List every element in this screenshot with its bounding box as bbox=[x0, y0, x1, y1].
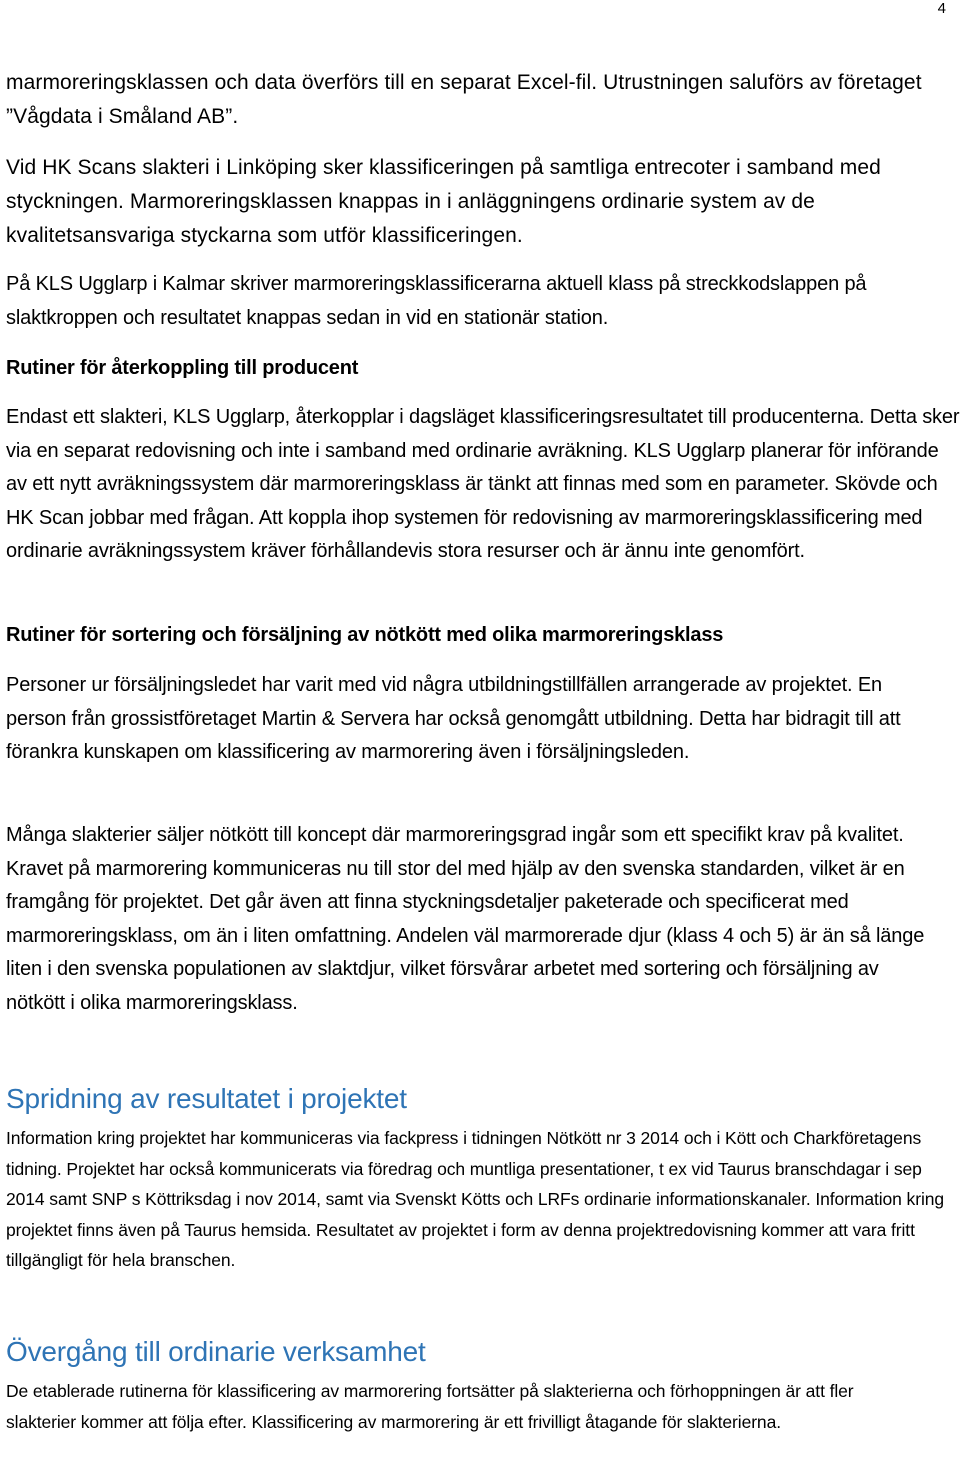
heading-dissemination: Spridning av resultatet i projektet bbox=[6, 1083, 407, 1114]
page-number: 4 bbox=[937, 0, 946, 17]
paragraph-feedback: Endast ett slakteri, KLS Ugglarp, återkopplar i dagsläget klassificeringsresultatet till producenterna. Detta sker via en separat redovisning och inte i samband med ordinarie avräkning. KLS Ugglarp planerar för införande av ett nytt avräkningssystem där marmoreringsklass är tänkt att finnas med som en parameter. Skövde och HK Scan jobbar med frågan. Att koppla ihop systemen för redovisning av marmoreringsklassificering med ordinarie avräkningssystem kräver förhållandevis stora resurser och är ännu inte genomfört. bbox=[6, 406, 960, 562]
paragraph-transition: De etablerade rutinerna för klassificering av marmorering fortsätter på slakterierna och förhoppningen är att fler slakterier kommer att följa efter. Klassificering av marmorering är ett frivilligt åtagande för slakterierna. bbox=[6, 1381, 854, 1432]
heading-transition: Övergång till ordinarie verksamhet bbox=[6, 1336, 426, 1367]
paragraph-dissemination: Information kring projektet har kommuniceras via fackpress i tidningen Nötkött nr 3 2014 och i Kött och Charkföretagens tidning. Projektet har också kommunicerats via föredrag och muntliga presentationer, t ex vid Taurus branschdagar i sep 2014 samt SNP s Köttriksdag i nov 2014, samt via Svenskt Kötts och LRFs ordinarie informationskanaler. Information kring projektet finns även på Taurus hemsida. Resultatet av projektet i form av denna projektredovisning kommer att vara fritt tillgängligt för hela branschen. bbox=[6, 1128, 944, 1270]
heading-sorting-routines: Rutiner för sortering och försäljning av nötkött med olika marmoreringsklass bbox=[6, 624, 724, 646]
paragraph-hk-scan: Vid HK Scans slakteri i Linköping sker klassificeringen på samtliga entrecoter i samband med styckningen. Marmoreringsklassen knappas in i anläggningens ordinarie system av de kvalitetsansvariga styckarna som utför klassificeringen. bbox=[6, 156, 881, 247]
paragraph-kls-ugglarp: På KLS Ugglarp i Kalmar skriver marmoreringsklassificerarna aktuell klass på streckkodslappen på slaktkroppen och resultatet knappas sedan in vid en stationär station. bbox=[6, 273, 867, 329]
paragraph-concepts: Många slakterier säljer nötkött till koncept där marmoreringsgrad ingår som ett specifikt krav på kvalitet. Kravet på marmorering kommuniceras nu till stor del med hjälp av den svenska standarden, vilket är en framgång för projektet. Det går även att finna styckningsdetaljer paketerade och specificerat med marmoreringsklass, om än i liten omfattning. Andelen väl marmorerade djur (klass 4 och 5) är än så länge liten i den svenska populationen av slaktdjur, vilket försvårar arbetet med sortering och försäljning av nötkött i olika marmoreringsklass. bbox=[6, 824, 925, 1014]
paragraph-sales-training: Personer ur försäljningsledet har varit med vid några utbildningstillfällen arrangerade av projektet. En person från grossistföretaget Martin & Servera har också genomgått utbildning. Detta har bidragit till att förankra kunskapen om klassificering av marmorering även i försäljningsleden. bbox=[6, 674, 901, 763]
paragraph-equipment: marmoreringsklassen och data överförs till en separat Excel-fil. Utrustningen saluförs av företaget ”Vågdata i Småland AB”. bbox=[6, 71, 922, 128]
heading-feedback-routines: Rutiner för återkoppling till producent bbox=[6, 357, 359, 379]
